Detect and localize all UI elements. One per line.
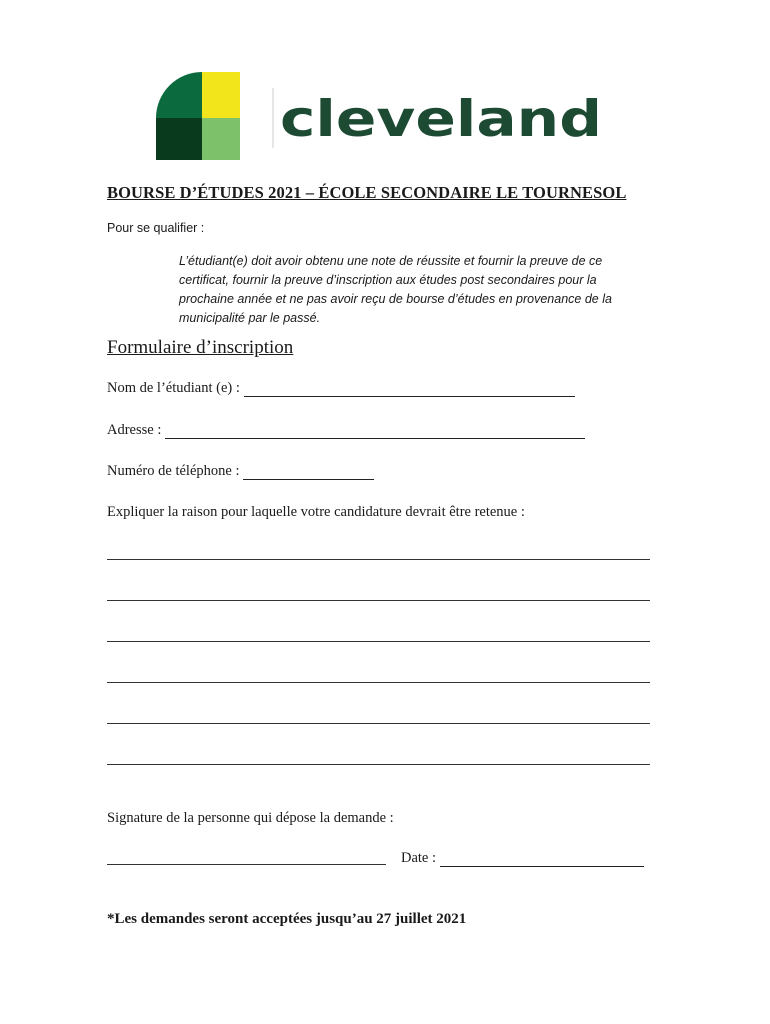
qualify-label: Pour se qualifier :	[107, 221, 205, 235]
address-input[interactable]	[165, 424, 585, 439]
phone-field	[107, 463, 374, 480]
criteria-line: prochaine année et ne pas avoir reçu de bourse d’études en provenance de la	[179, 292, 612, 306]
address-label: Adresse :	[107, 422, 162, 438]
date-field	[401, 850, 644, 867]
reason-input-line[interactable]	[107, 723, 650, 724]
address-field	[107, 422, 585, 439]
criteria-line: municipalité par le passé.	[179, 311, 321, 325]
reason-input-line[interactable]	[107, 682, 650, 683]
phone-input[interactable]	[243, 465, 374, 480]
reason-input-line[interactable]	[107, 559, 650, 560]
student-name-field	[107, 380, 575, 397]
signature-label: Signature de la personne qui dépose la demande :	[107, 810, 394, 826]
reason-label: Expliquer la raison pour laquelle votre candidature devrait être retenue :	[107, 504, 525, 520]
reason-input-line[interactable]	[107, 641, 650, 642]
date-label: Date :	[401, 850, 437, 866]
student-name-input[interactable]	[244, 382, 575, 397]
logo-wordmark: cleveland	[280, 90, 602, 148]
phone-label: Numéro de téléphone :	[107, 463, 240, 479]
criteria-line: L’étudiant(e) doit avoir obtenu une note de réussite et fournir la preuve de ce	[179, 254, 603, 268]
reason-input-line[interactable]	[107, 764, 650, 765]
date-input[interactable]	[440, 852, 644, 867]
signature-input-line[interactable]	[107, 864, 386, 865]
form-heading: Formulaire d’inscription	[107, 337, 294, 358]
qualification-criteria	[179, 252, 669, 328]
deadline-note: *Les demandes seront acceptées jusqu’au 27 juillet 2021	[107, 911, 467, 927]
page-title: BOURSE D’ÉTUDES 2021 – ÉCOLE SECONDAIRE LE TOURNESOL	[107, 183, 627, 202]
criteria-line: certificat, fournir la preuve d’inscription aux études post secondaires pour la	[179, 273, 597, 287]
reason-input-line[interactable]	[107, 600, 650, 601]
student-name-label: Nom de l’étudiant (e) :	[107, 380, 240, 396]
cleveland-logo	[156, 72, 606, 164]
